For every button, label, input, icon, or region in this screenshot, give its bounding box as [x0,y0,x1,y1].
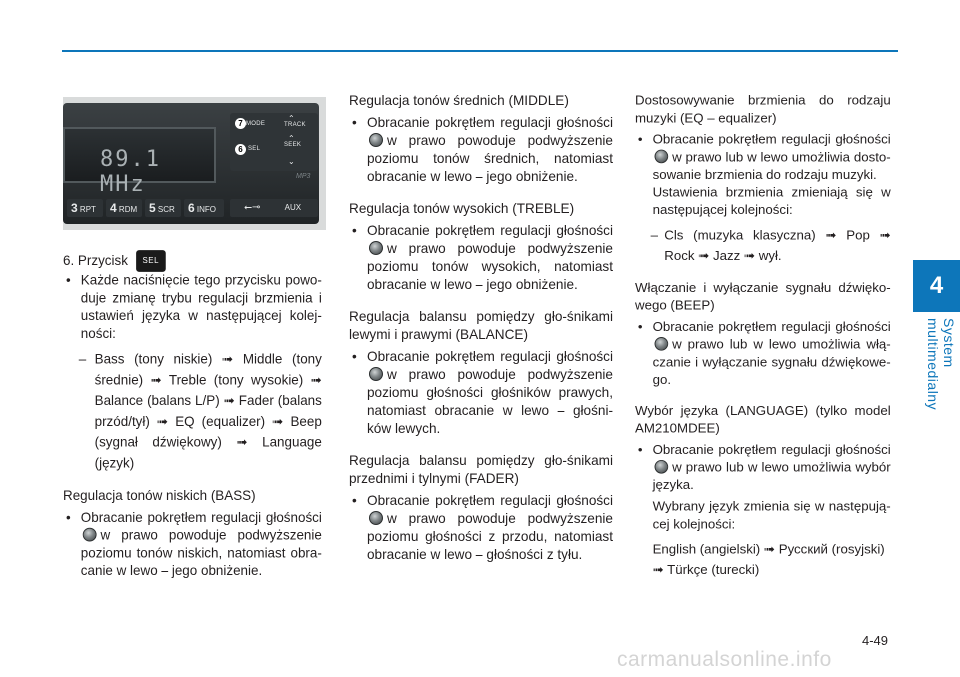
volume-knob-icon [369,241,383,255]
middle-description: • Obracanie pokrętłem regulacji głośności w prawo powoduje podwyższenie poziomu tonów średnich, natomiast obracanie w lewo ⎯ jego obniżenie. [352,115,613,184]
page-number: 4-49 [862,633,889,648]
bass-heading: Regulacja tonów niskich (BASS) [63,488,256,504]
seek-up-chevron-icon: ⌃ [288,134,296,143]
volume-knob-icon [369,133,383,147]
usb-icon: ⭠⊸ [244,202,261,213]
language-sequence-1: English (angielski) ➟ Русский (rosyjski) [652,541,885,557]
item-6-description: • Każde naciśnięcie tego przycisku powo-duje zmianę trybu regulacji brzmienia i ustawień języka w następującej kolej-ności: [65,272,322,341]
volume-knob-icon [369,367,383,381]
volume-knob-icon [655,150,669,164]
column-2 [349,92,613,564]
track-button-label: TRACK [284,122,306,128]
column-3 [635,92,891,580]
volume-knob-icon [655,460,669,474]
seek-down-chevron-icon: ⌄ [288,157,296,166]
track-up-chevron-icon: ⌃ [288,114,296,123]
preset-button-6: 6 INFO [184,199,224,217]
balance-heading: Regulacja balansu pomiędzy gło-śnikami lewymi i prawymi (BALANCE) [349,309,613,342]
chapter-number-tab: 4 [913,260,960,312]
treble-description: • Obracanie pokrętłem regulacji głośności w prawo powoduje podwyższenie poziomu tonów wysokich, natomiast obracanie w lewo ⎯ jego obniżenie. [352,223,613,292]
language-heading: Wybór języka (LANGUAGE) (tylko model AM210MDEE) [635,403,891,436]
mode-button-label: MODE [246,121,266,127]
language-order-text: Wybrany język zmienia się w następują-cej kolejności: [652,498,891,532]
mp3-logo: MP3 [296,173,311,180]
preset-button-4: 4 RDM [106,199,142,217]
bass-description: • Obracanie pokrętłem regulacji głośności w prawo powoduje podwyższenie poziomu tonów niskich, natomiast obra-canie w lewo ⎯ jego obniżenie. [65,509,322,579]
callout-6: 6 [235,144,246,155]
item-6-heading: 6. Przycisk SEL [63,250,322,272]
volume-knob-icon [369,511,383,525]
eq-heading: Dostosowywanie brzmienia do rodzaju muzyki (EQ – equalizer) [635,92,891,126]
eq-order-text: Ustawienia brzmienia zmieniają się w następującej kolejności: [652,184,891,217]
sel-button-label: SEL [248,146,261,152]
seek-button-label: SEEK [284,142,302,148]
fader-heading: Regulacja balansu pomiędzy gło-śnikami przednimi i tylnymi (FADER) [349,453,613,486]
preset-button-3: 3 RPT [67,199,103,217]
eq-description: • Obracanie pokrętłem regulacji głośności w prawo lub w lewo umożliwia dosto-sowanie brzmienia do rodzaju muzyki. [637,132,891,182]
language-sequence-2: ➟ Türkçe (turecki) [652,562,760,578]
radio-frequency: 89.1 MHz [100,147,161,197]
language-description: • Obracanie pokrętłem regulacji głośności w prawo lub w lewo umożliwia wybór języka. [637,442,891,493]
volume-knob-icon [655,337,669,351]
beep-description: • Obracanie pokrętłem regulacji głośności w prawo lub w lewo umożliwia włą-czanie i wyłączanie sygnału dźwiękowe-go. [637,319,891,387]
sel-button-icon: SEL [136,250,166,272]
middle-heading: Regulacja tonów średnich (MIDDLE) [349,93,569,108]
fader-description: • Obracanie pokrętłem regulacji głośności w prawo powoduje podwyższenie poziomu głośności z przodu, natomiast obracanie w lewo ⎯ głośności z tyłu. [352,493,613,562]
mode-sequence: – Bass (tony niskie) ➟ Middle (tony średnie) ➟ Treble (tony wysokie) ➟ Balance (balans L/P) ➟ Fader (balans przód/tył) ➟ EQ (equalizer) ➟ Beep (sygnał dźwiękowy) ➟ Language (język) [78,351,322,471]
header-rule [62,50,898,52]
beep-heading: Włączanie i wyłączanie sygnału dźwięko-wego (BEEP) [635,280,891,313]
preset-button-5: 5 SCR [145,199,181,217]
treble-heading: Regulacja tonów wysokich (TREBLE) [349,201,575,216]
chapter-title: System multimedialny [925,318,957,411]
column-1 [63,92,322,580]
callout-7: 7 [235,118,246,129]
watermark: carmanualsonline.info [617,648,832,671]
eq-sequence: – Cls (muzyka klasyczna) ➟ Pop ➟ Rock ➟ Jazz ➟ wył. [650,227,891,263]
balance-description: • Obracanie pokrętłem regulacji głośności w prawo powoduje podwyższenie poziomu głośności głośników prawych, natomiast obracanie w lewo ⎯ głośni-ków lewych. [352,349,613,436]
volume-knob-icon [83,528,97,542]
aux-label: AUX [284,203,302,212]
